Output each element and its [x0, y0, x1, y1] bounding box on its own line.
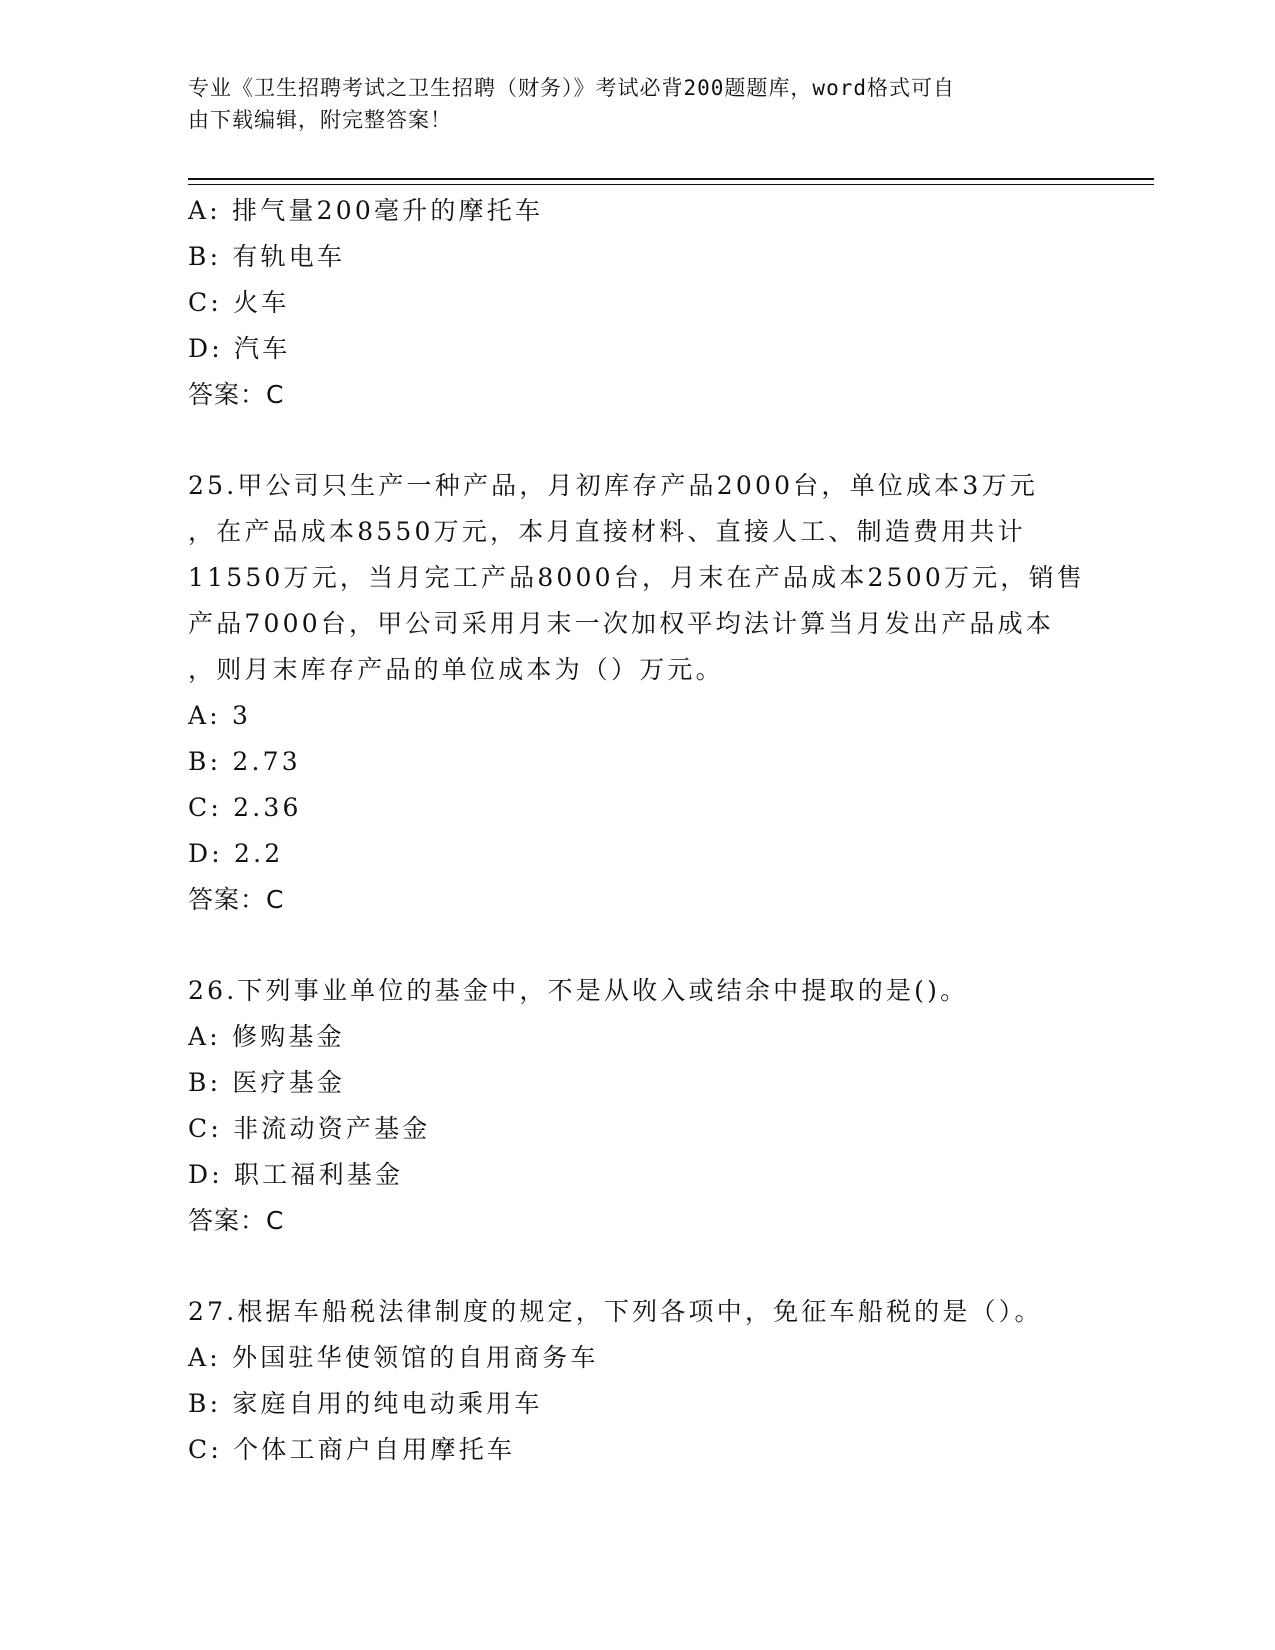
- option-d: D: 汽车: [188, 334, 291, 363]
- answer: 答案：C: [188, 380, 285, 409]
- option-a: A: 修购基金: [188, 1022, 345, 1051]
- option-c: C: 非流动资产基金: [188, 1114, 431, 1143]
- option-a: A: 排气量200毫升的摩托车: [188, 196, 544, 225]
- option-a: A: 外国驻华使领馆的自用商务车: [188, 1343, 599, 1372]
- question-text: 25.甲公司只生产一种产品，月初库存产品2000台，单位成本3万元: [188, 471, 1038, 500]
- question-24-continued: [188, 188, 1088, 418]
- question-list: [188, 188, 1088, 1473]
- question-text: 27.根据车船税法律制度的规定，下列各项中，免征车船税的是（）。: [188, 1297, 1043, 1326]
- option-b: B: 有轨电车: [188, 242, 346, 271]
- question-27: [188, 1289, 1088, 1473]
- option-c: C: 火车: [188, 288, 290, 317]
- question-text: ，在产品成本8550万元，本月直接材料、直接人工、制造费用共计: [188, 517, 1026, 546]
- header-line: 由下载编辑，附完整答案！: [188, 108, 452, 132]
- question-text: 26.下列事业单位的基金中，不是从收入或结余中提取的是()。: [188, 976, 969, 1005]
- header-divider: [188, 178, 1154, 180]
- option-d: D: 职工福利基金: [188, 1160, 404, 1189]
- option-d: D: 2.2: [188, 839, 284, 868]
- spacer: [188, 418, 1088, 463]
- question-25: [188, 463, 1088, 923]
- option-b: B: 家庭自用的纯电动乘用车: [188, 1389, 543, 1418]
- option-b: B: 医疗基金: [188, 1068, 346, 1097]
- spacer: [188, 923, 1088, 968]
- document-header: [188, 72, 1068, 136]
- answer: 答案：C: [188, 885, 285, 914]
- question-text: 产品7000台，甲公司采用月末一次加权平均法计算当月发出产品成本: [188, 609, 1055, 638]
- header-divider-thin: [188, 184, 1154, 185]
- question-text: ，则月末库存产品的单位成本为（）万元。: [188, 655, 724, 684]
- header-line: 专业《卫生招聘考试之卫生招聘（财务）》考试必背200题题库，word格式可自: [188, 76, 955, 100]
- option-b: B: 2.73: [188, 747, 301, 776]
- spacer: [188, 1244, 1088, 1289]
- question-26: [188, 968, 1088, 1244]
- answer: 答案：C: [188, 1206, 285, 1235]
- question-text: 11550万元，当月完工产品8000台，月末在产品成本2500万元，销售: [188, 563, 1085, 592]
- option-a: A: 3: [188, 701, 252, 730]
- option-c: C: 2.36: [188, 793, 302, 822]
- option-c: C: 个体工商户自用摩托车: [188, 1435, 516, 1464]
